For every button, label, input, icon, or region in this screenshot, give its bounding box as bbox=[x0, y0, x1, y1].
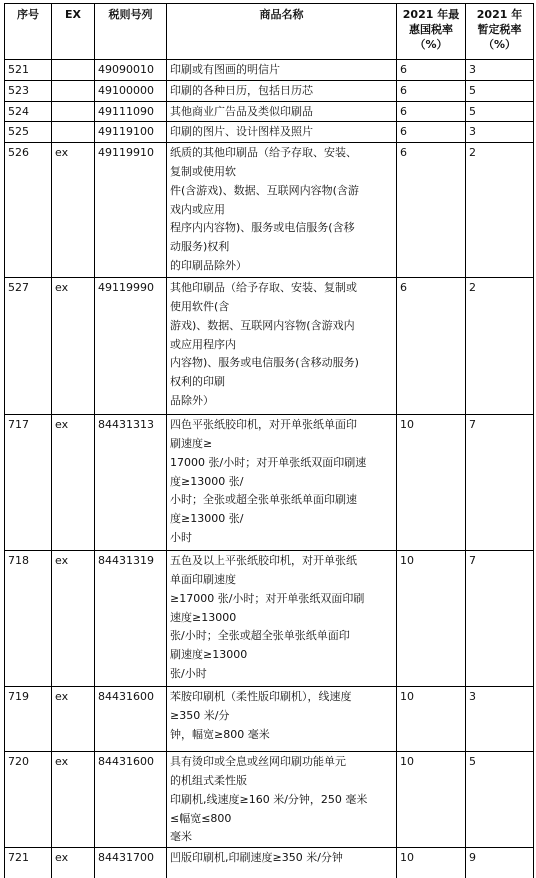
cell-rate-temp: 9 bbox=[466, 848, 534, 878]
cell-name-line: 张/小时；全张或超全张单张纸单面印 bbox=[170, 629, 350, 643]
cell-rate-mfn: 6 bbox=[397, 101, 466, 122]
table-row bbox=[5, 687, 534, 752]
cell-code: 84431600 bbox=[95, 752, 167, 848]
header-line: 惠国税率 bbox=[409, 23, 453, 36]
cell-name bbox=[167, 848, 397, 878]
cell-rate-temp: 5 bbox=[466, 80, 534, 101]
cell-name-line: 印刷或有图画的明信片 bbox=[170, 63, 280, 76]
cell-rate-temp: 3 bbox=[466, 122, 534, 143]
cell-rate-mfn: 6 bbox=[397, 278, 466, 415]
header-code: 税则号列 bbox=[95, 4, 167, 60]
cell-name-line: 印刷的图片、设计图样及照片 bbox=[170, 125, 313, 139]
cell-name-line: 四色平张纸胶印机，对开单张纸单面印 bbox=[170, 418, 357, 432]
cell-name-line: 单面印刷速度 bbox=[170, 572, 236, 586]
table-row bbox=[5, 143, 534, 278]
cell-code: 49119910 bbox=[95, 143, 167, 278]
cell-seq: 525 bbox=[5, 122, 52, 143]
cell-name-line: 其他商业广告品及类似印刷品 bbox=[170, 104, 313, 118]
tariff-table bbox=[4, 3, 534, 878]
cell-name-line: 17000 张/小时；对开单张纸双面印刷速 bbox=[170, 455, 367, 469]
cell-name-line: 程序内内容物)、服务或电信服务(含移 bbox=[170, 221, 355, 235]
cell-seq: 717 bbox=[5, 415, 52, 551]
cell-code: 49119100 bbox=[95, 122, 167, 143]
cell-rate-temp: 2 bbox=[466, 143, 534, 278]
cell-rate-mfn: 10 bbox=[397, 687, 466, 752]
cell-name-line: 其他印刷品（给予存取、安装、复制或 bbox=[170, 281, 357, 295]
cell-name-line: 五色及以上平张纸胶印机，对开单张纸 bbox=[170, 554, 357, 568]
cell-rate-mfn: 6 bbox=[397, 80, 466, 101]
cell-name-line: 具有烫印或全息或丝网印刷功能单元 bbox=[170, 755, 346, 769]
cell-code: 49111090 bbox=[95, 101, 167, 122]
cell-seq: 718 bbox=[5, 551, 52, 687]
cell-name-line: 使用软件(含 bbox=[170, 299, 230, 313]
cell-name-line: 钟，幅宽≥800 毫米 bbox=[170, 727, 270, 741]
cell-name bbox=[167, 278, 397, 415]
cell-name-line: 凹版印刷机,印刷速度≥350 米/分钟 bbox=[170, 851, 343, 865]
cell-name-line: 度≥13000 张/ bbox=[170, 474, 244, 488]
cell-seq: 524 bbox=[5, 101, 52, 122]
cell-name-line: 刷速度≥ bbox=[170, 436, 213, 450]
cell-ex: ex bbox=[52, 278, 95, 415]
cell-rate-mfn: 10 bbox=[397, 415, 466, 551]
table-row bbox=[5, 80, 534, 101]
cell-name-line: 的印刷品除外） bbox=[170, 258, 247, 272]
header-line: 2021 年最 bbox=[402, 8, 460, 21]
cell-name-line: 复制或使用软 bbox=[170, 164, 236, 178]
cell-name-line: 的机组式柔性版 bbox=[170, 773, 247, 787]
cell-rate-mfn: 10 bbox=[397, 848, 466, 878]
cell-rate-mfn: 6 bbox=[397, 60, 466, 81]
cell-seq: 526 bbox=[5, 143, 52, 278]
cell-rate-mfn: 6 bbox=[397, 143, 466, 278]
cell-rate-mfn: 10 bbox=[397, 752, 466, 848]
cell-rate-mfn: 10 bbox=[397, 551, 466, 687]
cell-name bbox=[167, 752, 397, 848]
cell-rate-temp: 5 bbox=[466, 101, 534, 122]
cell-ex: ex bbox=[52, 551, 95, 687]
cell-code: 49119990 bbox=[95, 278, 167, 415]
table-row bbox=[5, 848, 534, 878]
cell-ex bbox=[52, 80, 95, 101]
header-line: （%） bbox=[482, 38, 517, 51]
cell-code: 84431700 bbox=[95, 848, 167, 878]
header-line: 暂定税率 bbox=[477, 23, 522, 36]
cell-seq: 721 bbox=[5, 848, 52, 878]
cell-ex bbox=[52, 122, 95, 143]
cell-name-line: ≥350 米/分 bbox=[170, 708, 230, 722]
cell-name-line: 苯胺印刷机（柔性版印刷机），线速度 bbox=[170, 690, 352, 704]
cell-name-line: 权利的印刷 bbox=[170, 375, 225, 389]
table-row bbox=[5, 752, 534, 848]
cell-name bbox=[167, 551, 397, 687]
cell-name bbox=[167, 60, 397, 81]
cell-code: 84431319 bbox=[95, 551, 167, 687]
cell-rate-temp: 2 bbox=[466, 278, 534, 415]
cell-name-line: 毫米 bbox=[170, 830, 192, 844]
cell-name-line: 内容物)、服务或电信服务(含移动服务) bbox=[170, 356, 359, 370]
cell-name-line: 刷速度≥13000 bbox=[170, 648, 248, 662]
table-body bbox=[5, 60, 534, 878]
cell-name-line: 张/小时 bbox=[170, 666, 207, 680]
cell-seq: 720 bbox=[5, 752, 52, 848]
cell-name-line: ≤幅宽≤800 bbox=[170, 811, 232, 825]
cell-seq: 523 bbox=[5, 80, 52, 101]
table-row bbox=[5, 60, 534, 81]
cell-rate-mfn: 6 bbox=[397, 122, 466, 143]
header-line: 2021 年 bbox=[476, 8, 523, 21]
cell-ex: ex bbox=[52, 143, 95, 278]
cell-name-line: 速度≥13000 bbox=[170, 610, 237, 624]
cell-name bbox=[167, 101, 397, 122]
cell-ex: ex bbox=[52, 415, 95, 551]
cell-name-line: 印刷的各种日历，包括日历芯 bbox=[170, 83, 313, 97]
table-row bbox=[5, 101, 534, 122]
cell-name bbox=[167, 143, 397, 278]
cell-code: 84431600 bbox=[95, 687, 167, 752]
cell-rate-temp: 7 bbox=[466, 551, 534, 687]
cell-ex: ex bbox=[52, 848, 95, 878]
cell-rate-temp: 3 bbox=[466, 60, 534, 81]
cell-code: 49090010 bbox=[95, 60, 167, 81]
cell-name-line: 度≥13000 张/ bbox=[170, 512, 244, 526]
header-seq: 序号 bbox=[5, 4, 52, 60]
header-name: 商品名称 bbox=[167, 4, 397, 60]
cell-rate-temp: 7 bbox=[466, 415, 534, 551]
cell-code: 49100000 bbox=[95, 80, 167, 101]
header-ex: EX bbox=[52, 4, 95, 60]
cell-name-line: 件(含游戏)、数据、互联网内容物(含游 bbox=[170, 183, 359, 197]
header-rate-temp bbox=[466, 4, 534, 60]
table-row bbox=[5, 278, 534, 415]
cell-name-line: 或应用程序内 bbox=[170, 337, 236, 351]
cell-name bbox=[167, 415, 397, 551]
cell-seq: 527 bbox=[5, 278, 52, 415]
cell-ex bbox=[52, 101, 95, 122]
cell-rate-temp: 3 bbox=[466, 687, 534, 752]
cell-seq: 521 bbox=[5, 60, 52, 81]
cell-name-line: 纸质的其他印刷品（给予存取、安装、 bbox=[170, 146, 357, 160]
cell-ex: ex bbox=[52, 752, 95, 848]
cell-name bbox=[167, 687, 397, 752]
cell-name-line: ≥17000 张/小时；对开单张纸双面印刷 bbox=[170, 591, 365, 605]
cell-ex: ex bbox=[52, 687, 95, 752]
table-header-row bbox=[5, 4, 534, 60]
cell-ex bbox=[52, 60, 95, 81]
header-rate-mfn bbox=[397, 4, 466, 60]
table-row bbox=[5, 551, 534, 687]
cell-name-line: 游戏)、数据、互联网内容物(含游戏内 bbox=[170, 318, 355, 332]
table-row bbox=[5, 415, 534, 551]
cell-name-line: 动服务)权利 bbox=[170, 240, 230, 254]
cell-name-line: 印刷机,线速度≥160 米/分钟，250 毫米 bbox=[170, 792, 368, 806]
cell-name-line: 小时 bbox=[170, 530, 192, 544]
cell-name bbox=[167, 122, 397, 143]
cell-name-line: 小时；全张或超全张单张纸单面印刷速 bbox=[170, 493, 357, 507]
cell-name-line: 品除外） bbox=[170, 393, 214, 407]
cell-code: 84431313 bbox=[95, 415, 167, 551]
cell-rate-temp: 5 bbox=[466, 752, 534, 848]
table-row bbox=[5, 122, 534, 143]
cell-name bbox=[167, 80, 397, 101]
header-line: （%） bbox=[414, 38, 448, 51]
cell-name-line: 戏内或应用 bbox=[170, 202, 225, 216]
cell-seq: 719 bbox=[5, 687, 52, 752]
